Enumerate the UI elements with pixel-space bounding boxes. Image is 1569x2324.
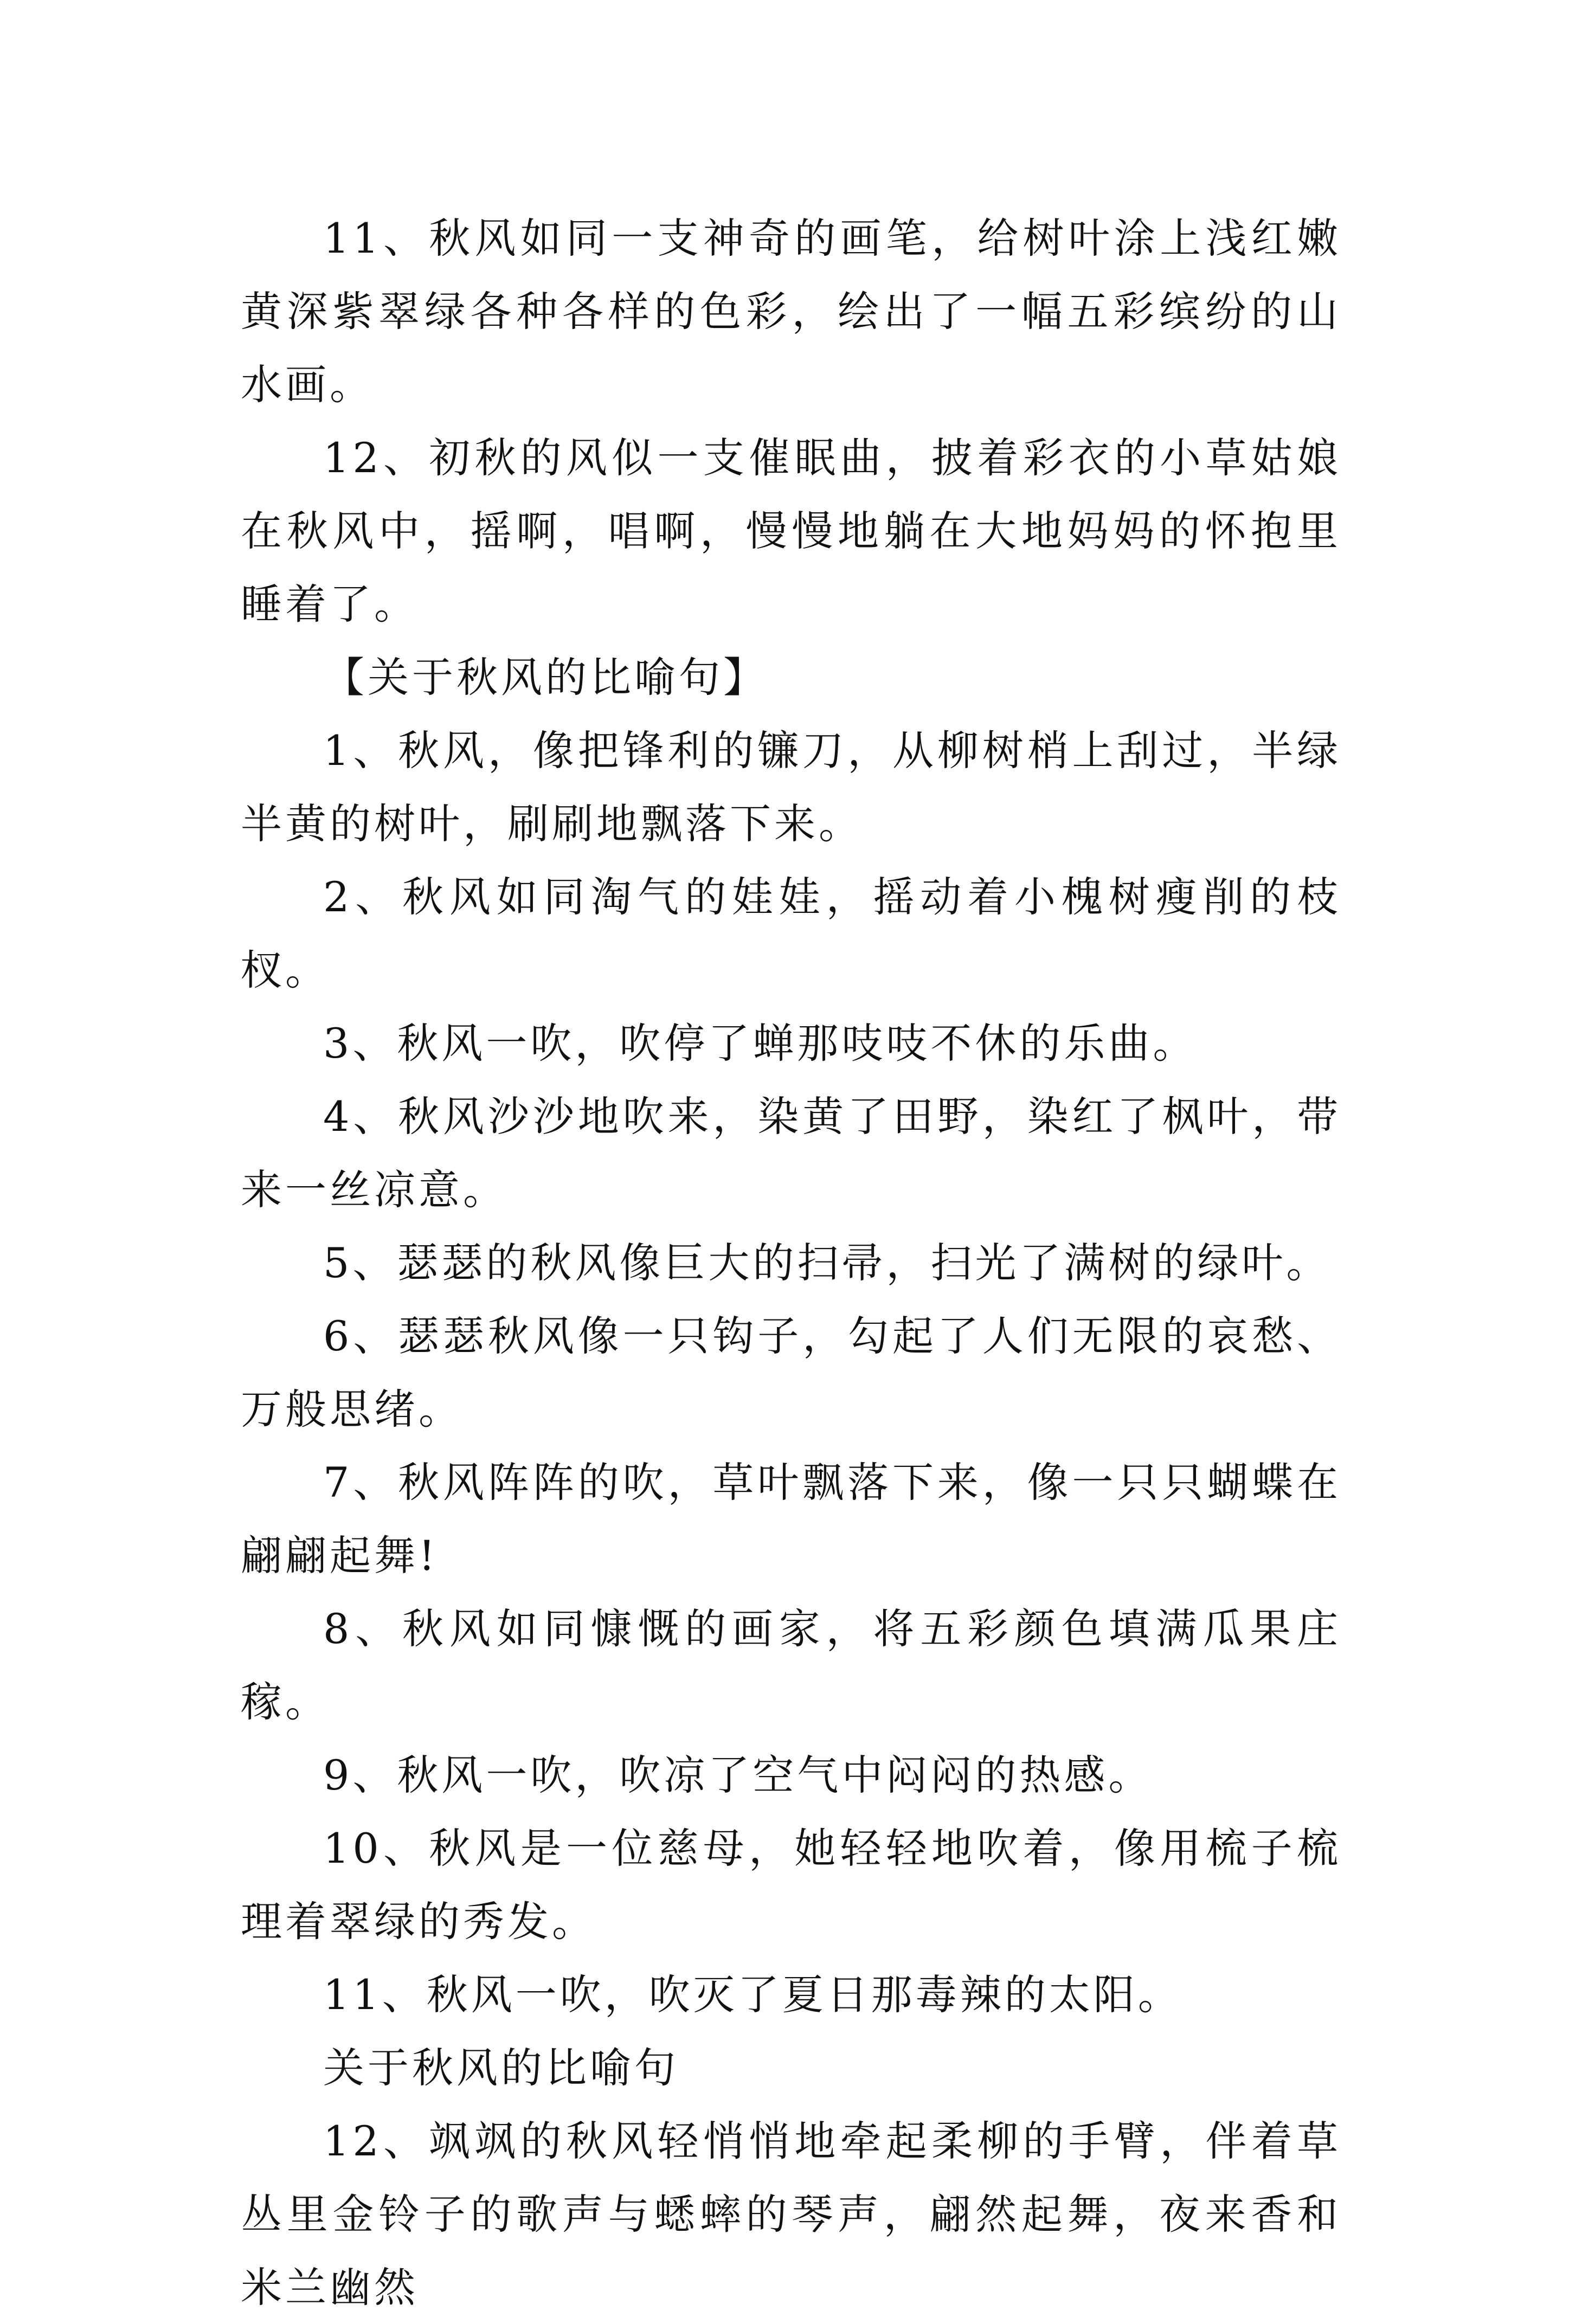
- paragraph-10-mother: 10、秋风是一位慈母，她轻轻地吹着，像用梳子梳理着翠绿的秀发。: [241, 1824, 1341, 1946]
- paragraph-7-butterflies: 7、秋风阵阵的吹，草叶飘落下来，像一只只蝴蝶在翩翩起舞!: [241, 1458, 1341, 1580]
- paragraph-11-sun: 11、秋风一吹，吹灭了夏日那毒辣的太阳。: [323, 1971, 1182, 2019]
- paragraph-12-lullaby: 12、初秋的风似一支催眠曲，披着彩衣的小草姑娘在秋风中，摇啊，唱啊，慢慢地躺在大地妈妈的怀抱里睡着了。: [241, 434, 1341, 628]
- paragraph-4-fields: 4、秋风沙沙地吹来，染黄了田野，染红了枫叶，带来一丝凉意。: [241, 1092, 1341, 1214]
- section-heading-plain: 关于秋风的比喻句: [323, 2044, 679, 2092]
- paragraph-12-willow: 12、飒飒的秋风轻悄悄地牵起柔柳的手臂，伴着草丛里金铃子的歌声与蟋蟀的琴声，翩然起舞，夜来香和米兰幽然: [241, 2117, 1341, 2312]
- paragraph-11-brush: 11、秋风如同一支神奇的画笔，给树叶涂上浅红嫩黄深紫翠绿各种各样的色彩，绘出了一幅五彩缤纷的山水画。: [241, 214, 1341, 409]
- section-heading-bracketed: 【关于秋风的比喻句】: [323, 653, 768, 701]
- paragraph-8-painter: 8、秋风如同慷慨的画家，将五彩颜色填满瓜果庄稼。: [241, 1605, 1341, 1726]
- paragraph-1-sickle: 1、秋风，像把锋利的镰刀，从柳树梢上刮过，半绿半黄的树叶，刷刷地飘落下来。: [241, 726, 1341, 848]
- paragraph-5-broom: 5、瑟瑟的秋风像巨大的扫帚，扫光了满树的绿叶。: [323, 1239, 1331, 1287]
- document-body: [241, 202, 1341, 2324]
- paragraph-6-hook: 6、瑟瑟秋风像一只钩子，勾起了人们无限的哀愁、万般思绪。: [241, 1312, 1341, 1433]
- paragraph-2-child: 2、秋风如同淘气的娃娃，摇动着小槐树瘦削的枝杈。: [241, 873, 1341, 994]
- paragraph-9-cool-air: 9、秋风一吹，吹凉了空气中闷闷的热感。: [323, 1751, 1153, 1799]
- paragraph-3-cicada: 3、秋风一吹，吹停了蝉那吱吱不休的乐曲。: [323, 1019, 1198, 1067]
